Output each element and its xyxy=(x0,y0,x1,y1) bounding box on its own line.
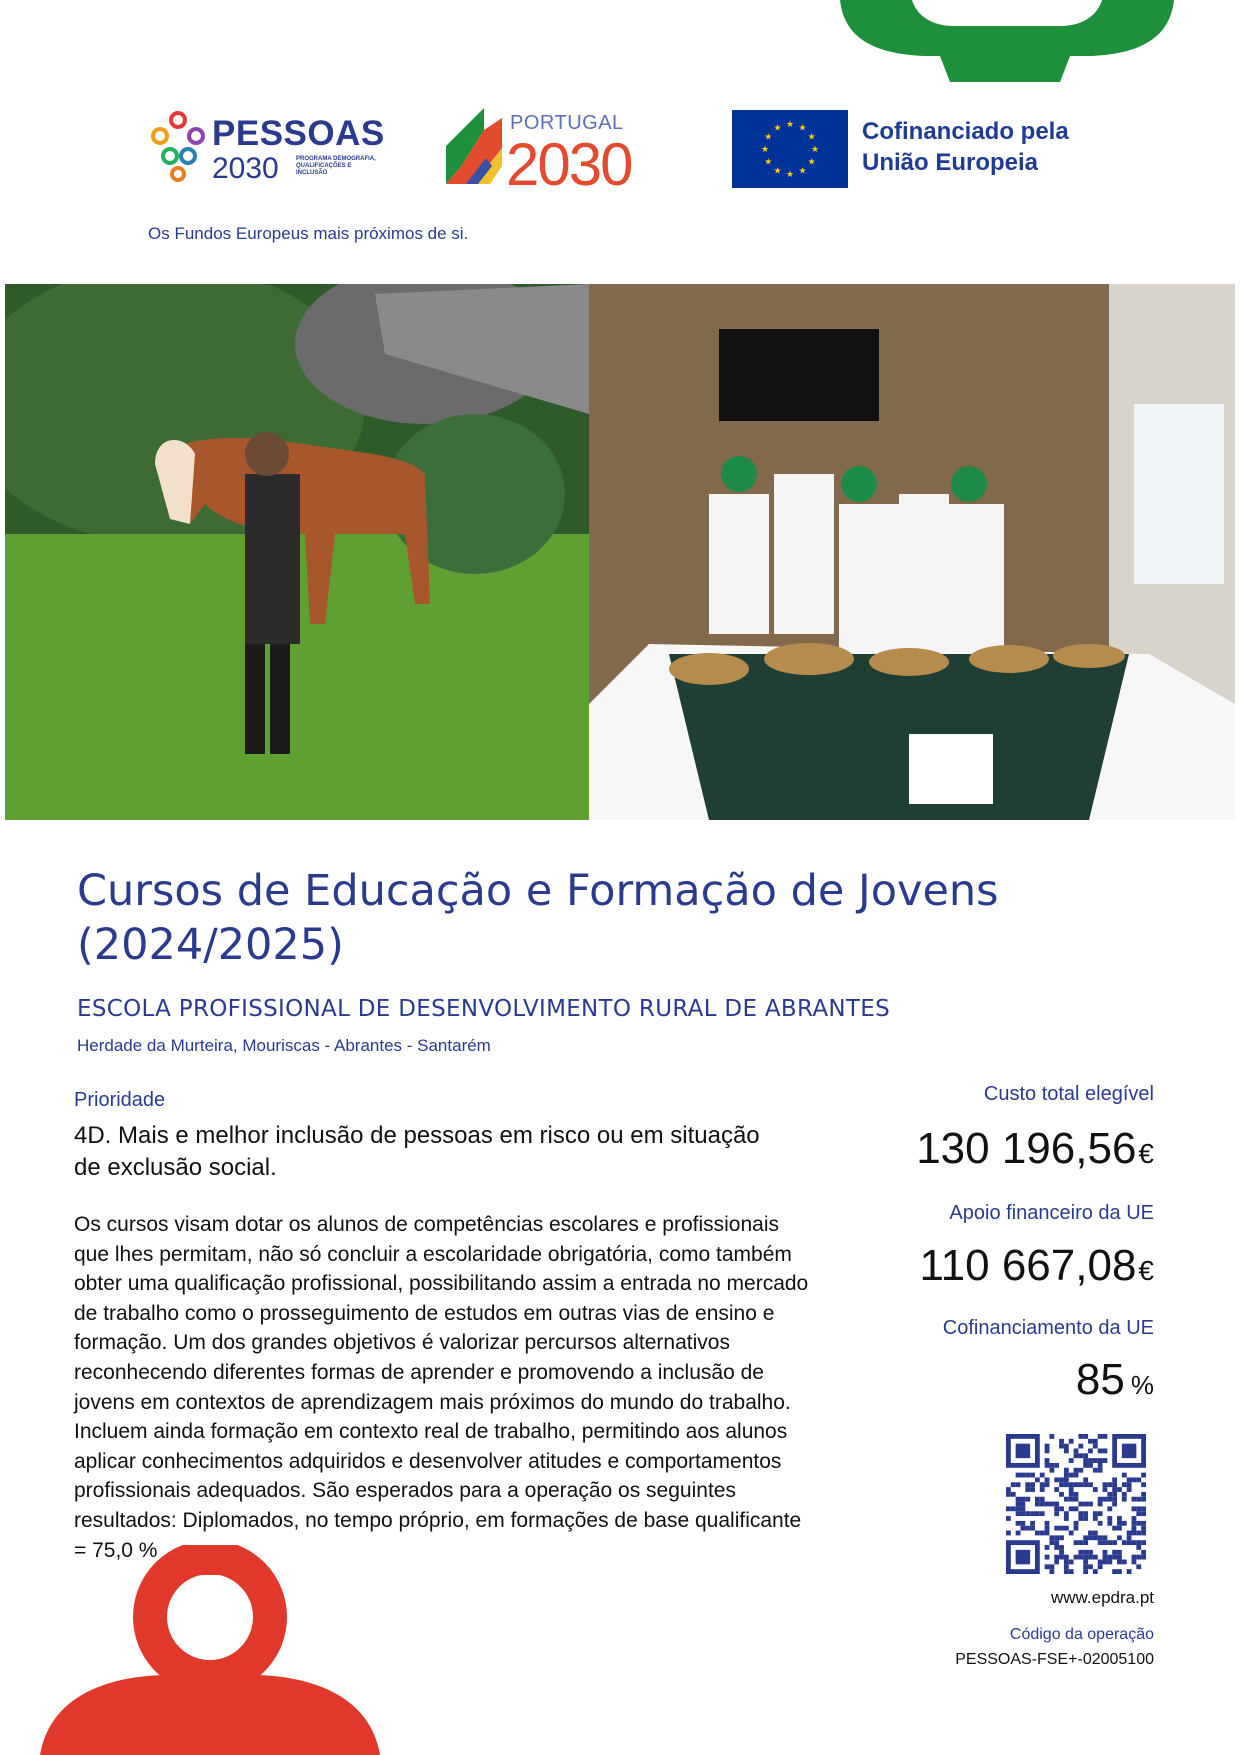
page-title xyxy=(77,864,1077,972)
pessoas-logo-subtitle: PROGRAMA DEMOGRAFIA, QUALIFICAÇÕES E INCLUSÃO xyxy=(296,156,376,176)
pessoas-2030-logo xyxy=(148,108,385,188)
portugal-year: 2030 xyxy=(506,131,632,198)
eu-star-icon: ★ xyxy=(807,156,816,167)
eu-text-line2: União Europeia xyxy=(862,149,1039,176)
euro-symbol: € xyxy=(1138,1255,1154,1286)
eu-star-icon: ★ xyxy=(773,122,782,133)
eu-star-icon: ★ xyxy=(760,144,770,154)
horse-photo xyxy=(5,284,589,820)
cofinancing-value xyxy=(1076,1355,1154,1405)
eu-support-amount: 110 667,08 xyxy=(919,1241,1137,1290)
cofinancing-label: Cofinanciamento da UE xyxy=(942,1317,1154,1339)
eu-star-icon: ★ xyxy=(764,156,773,167)
title-line-2: (2024/2025) xyxy=(77,920,344,970)
tagline: Os Fundos Europeus mais próximos de si. xyxy=(148,224,469,243)
eu-star-icon: ★ xyxy=(773,165,782,176)
operation-code-label: Código da operação xyxy=(1009,1626,1154,1643)
cofinancing-rate: 85 xyxy=(1075,1355,1125,1404)
website-link[interactable]: www.epdra.pt xyxy=(1051,1588,1154,1607)
total-cost-amount: 130 196,56 xyxy=(916,1124,1137,1173)
portugal-2030-logo xyxy=(446,108,666,198)
eu-cofinancing-logo xyxy=(732,110,1092,190)
qr-code-icon[interactable] xyxy=(1006,1434,1146,1574)
eu-star-icon: ★ xyxy=(810,144,820,154)
decorative-red-shape xyxy=(0,1545,420,1755)
percent-symbol: % xyxy=(1130,1370,1154,1400)
eu-support-label: Apoio financeiro da UE xyxy=(949,1202,1154,1224)
portugal-2030-flag-icon xyxy=(446,108,506,184)
eu-star-icon: ★ xyxy=(764,131,773,142)
pessoas-logo-year: 2030 xyxy=(212,152,279,185)
total-cost-value xyxy=(916,1124,1154,1174)
school-name: ESCOLA PROFISSIONAL DE DESENVOLVIMENTO RURAL DE ABRANTES xyxy=(77,996,890,1022)
euro-symbol: € xyxy=(1138,1138,1154,1169)
priority-text: 4D. Mais e melhor inclusão de pessoas em risco ou em situação de exclusão social. xyxy=(74,1122,760,1181)
eu-star-icon: ★ xyxy=(798,165,807,176)
project-description: Os cursos visam dotar os alunos de competências escolares e profissionais que lhes permitam, não só concluir a escolaridade obrigatória, como também obter uma qualificação profissional, possibilitando assim a entrada no mercado de trabalho como o prosseguimento de estudos em outras vias de ensino e formação. Um dos grandes objetivos é valorizar percursos alternativos reconhecendo diferentes formas de aprender e promovendo a inclusão de jovens em contextos de aprendizagem mais próximos do mundo do trabalho. Incluem ainda formação em contexto real de trabalho, permitindo aos alunos aplicar conhecimentos adquiridos e desenvolver atitudes e comportamentos profissionais adequados. São esperados para a operação os seguintes resultados: Diplomados, no tempo próprio, em formações de base qualificante = 75,0 % xyxy=(74,1213,809,1562)
pessoas-flower-icon xyxy=(148,108,208,186)
eu-star-icon: ★ xyxy=(798,122,807,133)
school-address: Herdade da Murteira, Mouriscas - Abrantes - Santarém xyxy=(77,1036,491,1055)
eu-star-icon: ★ xyxy=(785,169,795,179)
eu-flag-icon xyxy=(732,110,848,188)
decorative-green-shape xyxy=(840,0,1174,82)
eu-star-icon: ★ xyxy=(807,131,816,142)
portugal-label: PORTUGAL xyxy=(510,112,624,134)
title-line-1: Cursos de Educação e Formação de Jovens xyxy=(77,866,999,916)
operation-code: PESSOAS-FSE+-02005100 xyxy=(955,1651,1154,1668)
priority-label: Prioridade xyxy=(74,1089,166,1111)
total-cost-label: Custo total elegível xyxy=(983,1083,1154,1105)
eu-star-icon: ★ xyxy=(785,119,795,129)
eu-text-line1: Cofinanciado pela xyxy=(862,118,1069,145)
eu-support-value xyxy=(919,1241,1154,1291)
catering-students-photo xyxy=(589,284,1235,820)
pessoas-logo-title: PESSOAS xyxy=(212,114,385,153)
